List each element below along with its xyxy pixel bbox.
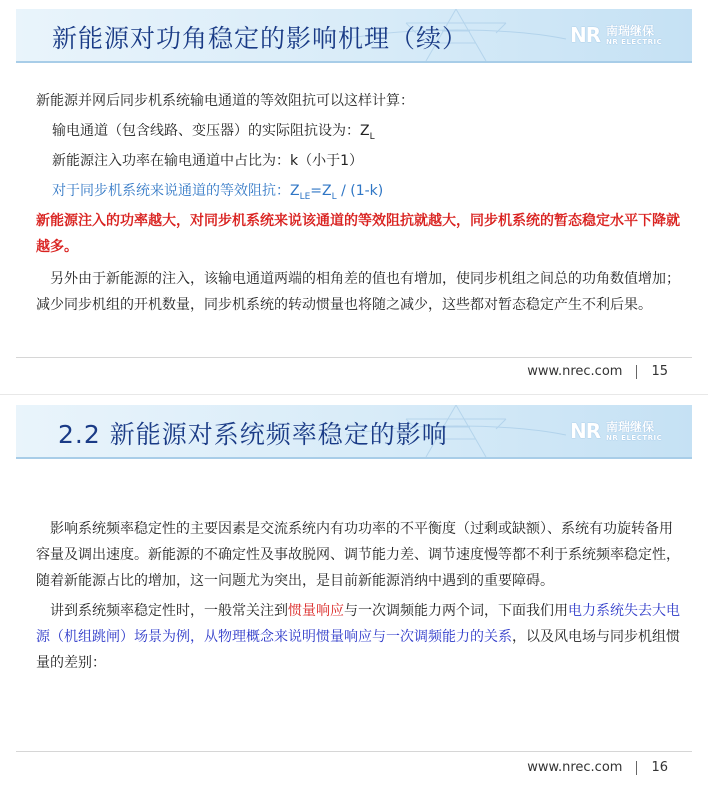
slide-16 <box>0 395 708 789</box>
title-bar <box>16 405 692 459</box>
slide-title: 新能源对功角稳定的影响机理（续） <box>52 24 469 53</box>
footer-url: www.nrec.com <box>527 364 623 379</box>
emphasis-text: 新能源注入的功率越大，对同步机系统来说该通道的等效阻抗就越大，同步机系统的暂态稳定水平下降就越多。 <box>36 213 680 255</box>
inertia-response-highlight: 惯量响应 <box>288 603 344 619</box>
slide-title: 2.2 新能源对系统频率稳定的影响 <box>58 420 448 449</box>
p2-part-c: ，以及风电场与同步机组惯量的差别： <box>36 629 680 671</box>
footer-url: www.nrec.com <box>527 760 623 775</box>
logo-english-name: NR ELECTRIC <box>606 38 663 46</box>
equiv-subscript-l: L <box>331 191 337 202</box>
equiv-subscript-le: LE <box>299 191 311 202</box>
footer-separator <box>636 761 637 775</box>
logo-english-name: NR ELECTRIC <box>606 434 663 442</box>
p2-part-a: 讲到系统频率稳定性时，一般常关注到 <box>50 603 288 619</box>
logo-chinese-name: 南瑞继保 <box>606 420 655 434</box>
title-bar <box>16 9 692 63</box>
footer-divider <box>16 357 692 358</box>
impedance-text: 输电通道（包含线路、变压器）的实际阻抗设为：Z <box>52 123 370 139</box>
slide-footer <box>527 364 668 379</box>
equivalent-impedance-line <box>52 178 702 210</box>
inertia-paragraph <box>36 598 686 676</box>
nr-electric-logo <box>570 23 674 49</box>
equiv-text: 对于同步机系统来说通道的等效阻抗：Z <box>52 183 300 199</box>
slide-footer <box>527 760 668 775</box>
p2-part-b: 与一次调频能力两个词，下面我们用 <box>344 603 568 619</box>
power-ratio-line: 新能源注入功率在输电通道中占比为：k（小于1） <box>52 153 364 169</box>
equiv-end: / (1-k) <box>336 183 384 199</box>
impedance-subscript: L <box>369 131 375 142</box>
frequency-factors-paragraph: 影响系统频率稳定性的主要因素是交流系统内有功功率的不平衡度（过剩或缺额）、系统有功旋转备用容量及调出速度。新能源的不确定性及事故脱网、调节能力差、调节速度慢等都不利于系统频率稳定性，随着新能源占比的增加，这一问题尤为突出，是目前新能源消纳中遇到的重要障碍。 <box>36 521 680 589</box>
nr-logo-mark: NR <box>570 23 601 47</box>
nr-electric-logo <box>570 419 674 445</box>
scenario-highlight: 电力系统失去大电源（机组跳闸）场景为例，从物理概念来说明惯量响应与一次调频能力的关系 <box>36 603 680 645</box>
page-number: 15 <box>651 364 668 379</box>
equiv-mid: =Z <box>310 183 332 199</box>
intro-text: 新能源并网后同步机系统输电通道的等效阻抗可以这样计算： <box>36 93 414 109</box>
page-number: 16 <box>651 760 668 775</box>
impedance-line <box>52 118 702 150</box>
logo-chinese-name: 南瑞继保 <box>606 24 655 38</box>
body-paragraph: 另外由于新能源的注入，该输电通道两端的相角差的值也有增加，使同步机组之间总的功角数值增加；减少同步机组的开机数量，同步机系统的转动惯量也将随之减少，这些都对暂态稳定产生不利后果。 <box>36 271 680 313</box>
footer-divider <box>16 751 692 752</box>
footer-separator <box>636 365 637 379</box>
nr-logo-mark: NR <box>570 419 601 443</box>
